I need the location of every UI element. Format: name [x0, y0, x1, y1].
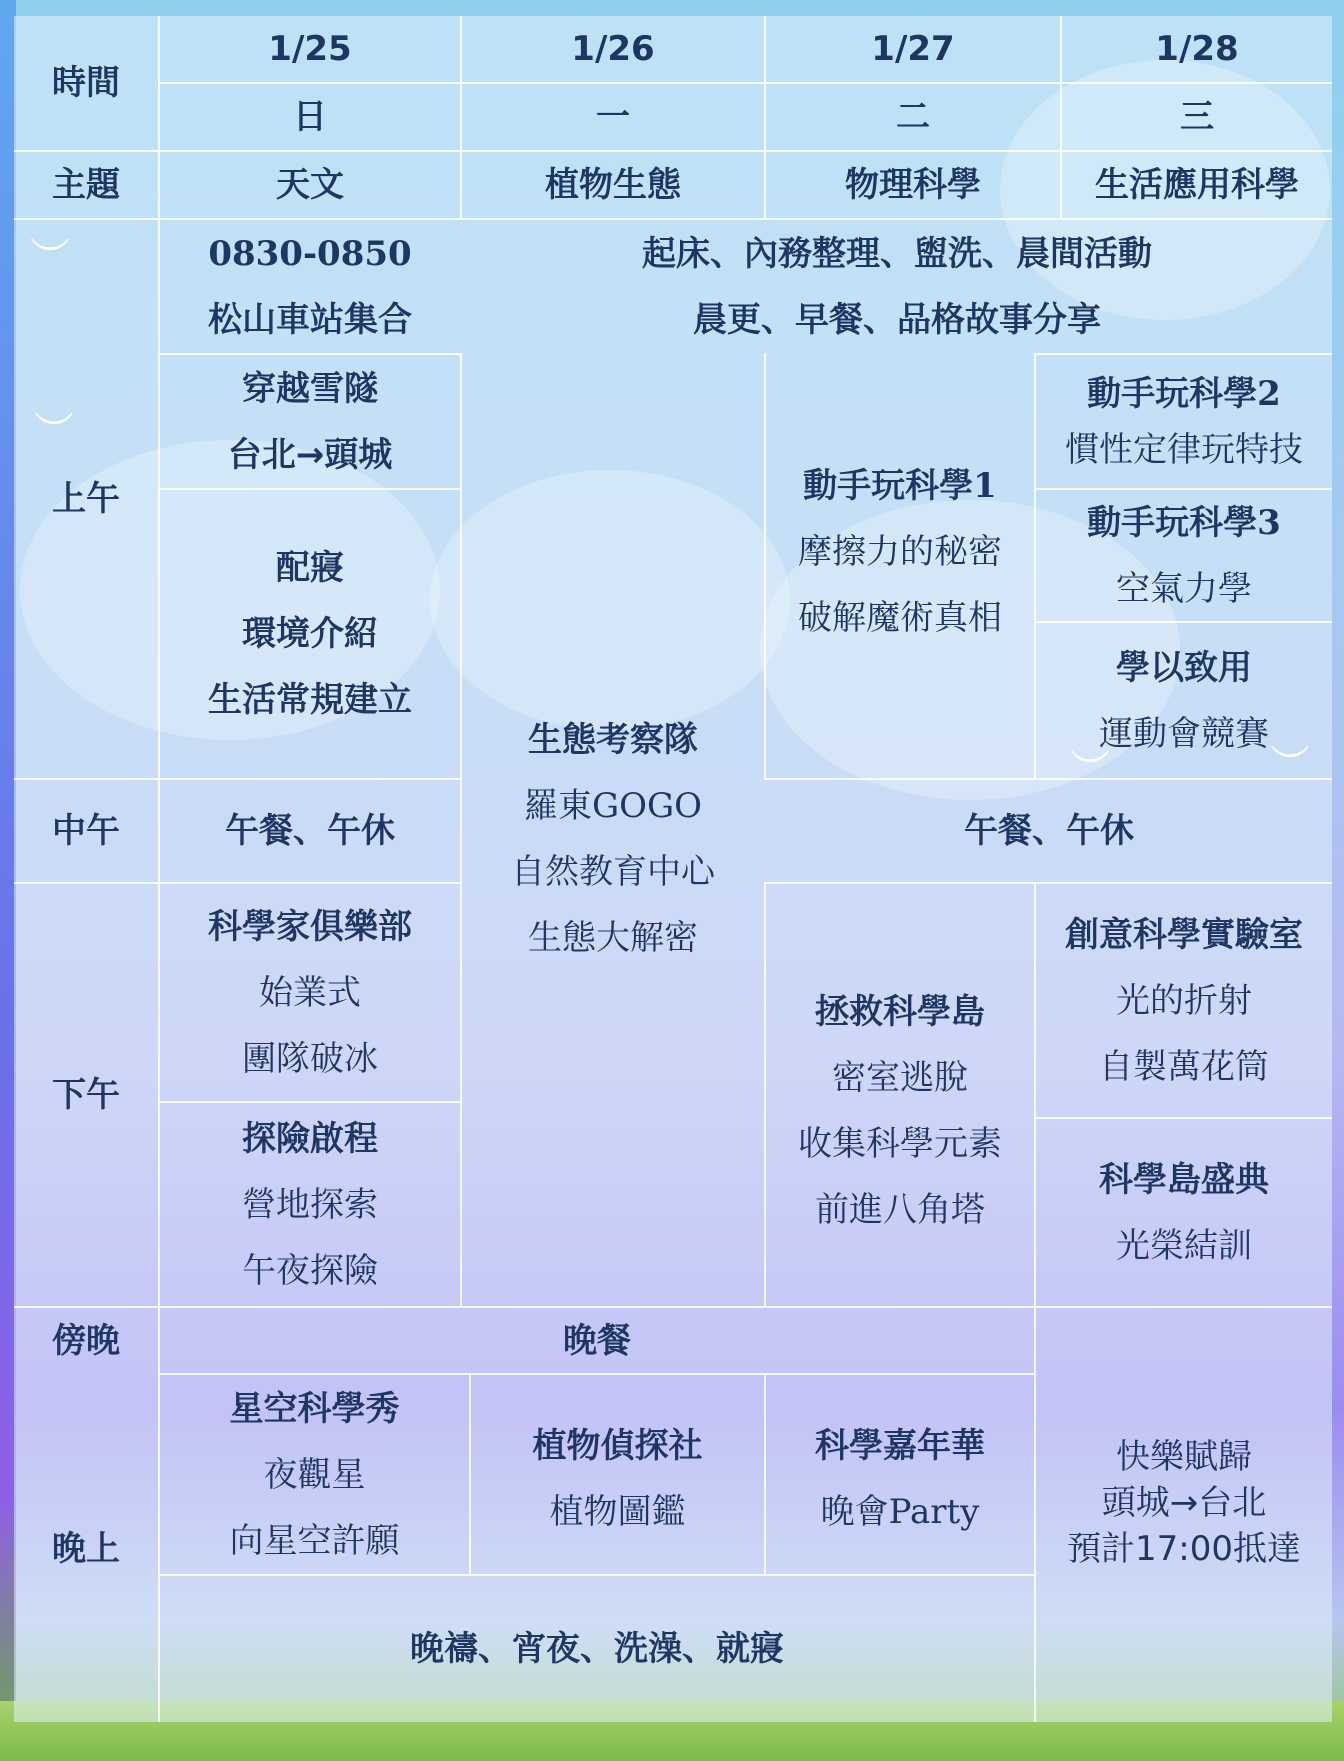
icebreaker: 團隊破冰 [242, 1038, 378, 1079]
camp-explore: 營地探索 [242, 1184, 378, 1225]
star-show-title: 星空科學秀 [229, 1388, 400, 1429]
weekday-wed: 三 [1180, 97, 1214, 137]
return-route: 頭城→台北 [1101, 1483, 1267, 1523]
arrival-time: 預計17:00抵達 [1067, 1529, 1301, 1569]
star-show-cell [160, 1375, 469, 1574]
octagon-tower: 前進八角塔 [815, 1190, 985, 1230]
tunnel-title: 穿越雪隧 [242, 368, 378, 409]
apply-title: 學以致用 [1116, 647, 1252, 688]
morning-routine-1: 起床、內務整理、盥洗、晨間活動 [642, 233, 1152, 274]
row-morning: 上午 [52, 479, 120, 519]
bird-decoration: ︶ [30, 235, 70, 281]
star-wish: 向星空許願 [229, 1520, 400, 1561]
tunnel-cell [160, 355, 460, 488]
theme-astronomy: 天文 [276, 165, 344, 205]
schedule-table [14, 16, 1332, 1722]
row-evening: 晚上 [52, 1528, 120, 1569]
tunnel-route: 台北→頭城 [227, 434, 393, 475]
happy-return: 快樂賦歸 [1116, 1437, 1252, 1477]
eco-cell [462, 355, 764, 1306]
creative-lab-title: 創意科學實驗室 [1065, 914, 1303, 955]
explore-title: 探險啟程 [242, 1118, 378, 1159]
routine-setup: 生活常規建立 [208, 680, 412, 720]
rescue-island-cell [766, 884, 1034, 1306]
nature-center: 自然教育中心 [511, 852, 715, 892]
theme-physics: 物理科學 [845, 165, 981, 205]
science2-cell [1036, 355, 1332, 488]
row-afternoon: 下午 [52, 1075, 120, 1115]
return-cell [1036, 1308, 1332, 1722]
sports-competition: 運動會競賽 [1099, 713, 1269, 754]
stargazing: 夜觀星 [263, 1454, 366, 1495]
light-refraction: 光的折射 [1116, 980, 1252, 1021]
bird-decoration: ︶ [1070, 747, 1110, 793]
theme-applied-science: 生活應用科學 [1095, 165, 1299, 205]
bedtime: 晚禱、宵夜、洗澡、就寢 [410, 1629, 784, 1669]
party-night: 晚會Party [820, 1492, 980, 1532]
kaleidoscope: 自製萬花筒 [1099, 1046, 1269, 1087]
explore-cell [160, 1103, 460, 1306]
shared-lunch: 午餐、午休 [964, 811, 1134, 851]
escape-room: 密室逃脫 [832, 1058, 968, 1098]
bird-decoration: ︶ [34, 409, 74, 455]
date-1-26: 1/26 [571, 29, 655, 69]
club-cell [160, 884, 460, 1101]
row-dusk: 傍晚 [52, 1320, 120, 1361]
morning-routine-cell [462, 220, 1332, 353]
dinner: 晚餐 [563, 1320, 631, 1361]
rescue-island-title: 拯救科學島 [815, 992, 985, 1032]
date-1-25: 1/25 [268, 29, 352, 69]
science3-title: 動手玩科學3 [1087, 502, 1281, 543]
opening-ceremony: 始業式 [259, 972, 361, 1013]
time-label: 時間 [52, 63, 120, 103]
eco-title: 生態考察隊 [528, 720, 698, 760]
science2-title: 動手玩科學2 [1087, 373, 1281, 414]
row-noon: 中午 [52, 811, 120, 851]
inertia-tricks: 慣性定律玩特技 [1065, 429, 1303, 470]
day1-lunch: 午餐、午休 [225, 811, 395, 851]
theme-plant-ecology: 植物生態 [545, 165, 681, 205]
assemble-time: 0830-0850 [208, 233, 412, 274]
room-cell [160, 490, 460, 778]
aerodynamics: 空氣力學 [1116, 568, 1252, 609]
luodong-gogo: 羅東GOGO [523, 786, 703, 826]
plant-detective-cell [471, 1375, 764, 1574]
friction-secret: 摩擦力的秘密 [798, 532, 1002, 572]
room-allocation: 配寢 [276, 548, 344, 588]
science1-cell [766, 355, 1034, 778]
theme-label: 主題 [52, 165, 120, 205]
science3-cell [1036, 490, 1332, 621]
creative-lab-cell [1036, 884, 1332, 1117]
science1-title: 動手玩科學1 [803, 466, 997, 506]
club-title: 科學家俱樂部 [208, 906, 412, 947]
collect-elements: 收集科學元素 [798, 1124, 1002, 1164]
bird-decoration: ︶ [1270, 742, 1310, 788]
environment-intro: 環境介紹 [242, 614, 378, 654]
morning-routine-2: 晨更、早餐、品格故事分享 [693, 299, 1101, 340]
weekday-sun: 日 [293, 97, 327, 137]
weekday-tue: 二 [896, 97, 930, 137]
carnival-cell [766, 1375, 1034, 1574]
graduation: 光榮結訓 [1116, 1225, 1252, 1266]
date-1-28: 1/28 [1155, 29, 1239, 69]
plant-detective-title: 植物偵探社 [532, 1426, 703, 1466]
magic-truth: 破解魔術真相 [798, 598, 1002, 638]
plant-guide: 植物圖鑑 [549, 1492, 686, 1532]
assemble-cell [160, 220, 460, 353]
weekday-mon: 一 [596, 97, 630, 137]
ceremony-cell [1036, 1119, 1332, 1306]
carnival-title: 科學嘉年華 [815, 1426, 985, 1466]
ceremony-title: 科學島盛典 [1099, 1159, 1269, 1200]
eco-mystery: 生態大解密 [528, 918, 698, 958]
midnight-adventure: 午夜探險 [242, 1250, 378, 1291]
assemble-place: 松山車站集合 [208, 299, 412, 340]
bedtime-cell [160, 1576, 1034, 1722]
date-1-27: 1/27 [871, 29, 955, 69]
